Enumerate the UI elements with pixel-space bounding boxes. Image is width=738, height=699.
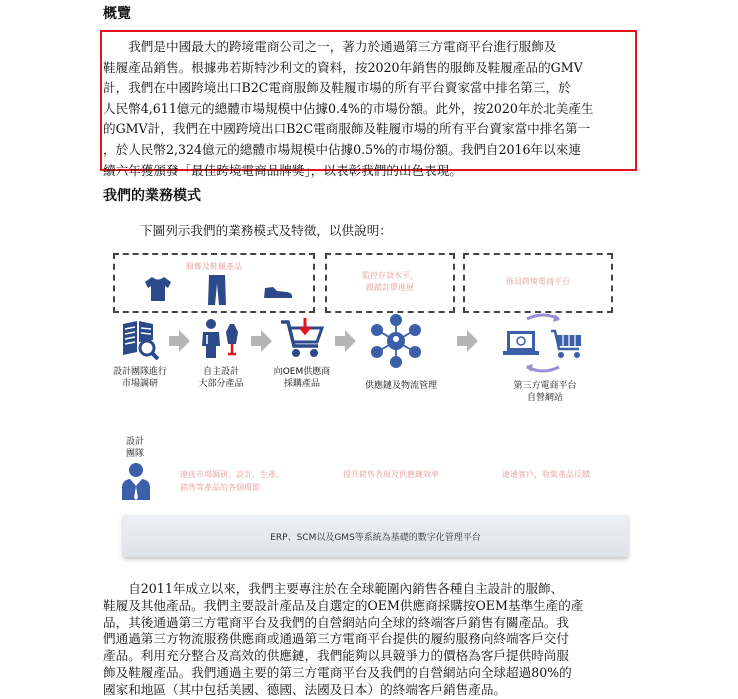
business-model-intro: 下圖列示我們的業務模式及特徵，以供說明：	[140, 223, 392, 238]
step-caption-line: 自主設計	[202, 367, 239, 377]
design-team-label-line: 團隊	[125, 449, 144, 459]
step-caption-market-research	[102, 366, 178, 390]
arrow-right-icon	[249, 329, 273, 353]
feature-caption-line: 連接市場調研、設計、生產、	[180, 470, 284, 479]
step-caption-line: 大部分產品	[198, 379, 244, 389]
step-caption-design	[186, 366, 256, 390]
bottom-line: 鞋履及其他產品。我們主要設計產品及自選定的OEM供應商採購按OEM基準生產的產	[103, 597, 584, 613]
shoe-icon	[263, 285, 293, 299]
supply-chain-network-icon	[367, 313, 425, 369]
bottom-line: 飾及鞋履產品。我們通過主要的第三方電商平台及我們的自營網站向全球超過80%的	[103, 664, 572, 680]
digital-platform-bar: ERP、SCM以及GMS等系統為基礎的數字化管理平台	[123, 515, 628, 557]
step-caption-procurement	[262, 366, 342, 390]
overview-line: 我們是中國最大的跨境電商公司之一，著力於通過第三方電商平台進行服飾及	[103, 39, 557, 54]
procurement-cart-icon	[280, 318, 324, 360]
overview-line: 的GMV計，我們在中國跨境出口B2C電商服飾及鞋履市場的所有平台賣家當中排名第一	[103, 121, 591, 137]
overview-paragraph	[103, 37, 634, 181]
bottom-line: 國家和地區（其中包括美國、德國、法國及日本）的終端客戶銷售產品。	[103, 681, 506, 697]
step-caption-line: 自營網站	[526, 393, 563, 403]
platform-layout-caption: 佈局跨境電商平台	[506, 277, 570, 286]
inventory-caption-line: 跟蹤訂單進展	[366, 283, 414, 292]
market-research-icon	[121, 320, 159, 360]
bottom-line: 品，其後通過第三方電商平台及我們的自營網站向全球的終端客戶銷售有關產品。我	[103, 614, 569, 630]
arrow-right-icon	[455, 329, 479, 353]
step-caption-line: 採購產品	[283, 379, 320, 389]
step-caption-line: 第三方電商平台	[513, 381, 577, 391]
bottom-line: 自2011年成立以來，我們主要專注於在全球範圍內銷售各種自主設計的服飾、	[103, 581, 564, 596]
bottom-line: 產品。利用充分整合及高效的供應鏈，我們能夠以具競爭力的價格為客戶提供時尚服	[103, 648, 569, 664]
design-team-person-icon	[121, 462, 151, 502]
arrow-right-icon	[333, 329, 357, 353]
overview-line: 鞋履產品銷售。根據弗若斯特沙利文的資料，按2020年銷售的服飾及鞋履產品的GMV	[103, 59, 583, 75]
overview-heading: 概覽	[103, 6, 131, 22]
ecommerce-platform-icon	[497, 313, 589, 373]
feature-caption-line: 銷售等產品的各個環節	[180, 483, 260, 492]
feature-caption	[180, 468, 330, 494]
products-caption: 服飾及鞋履產品	[186, 262, 242, 271]
step-caption-supply-chain: 供應鏈及物流管理	[364, 381, 437, 391]
overview-line: 續六年獲頒發「最佳跨境電商品牌獎」，以表彰我們的出色表現。	[103, 162, 462, 178]
tshirt-icon	[143, 276, 173, 302]
step-caption-line: 市場調研	[121, 379, 158, 389]
trousers-icon	[207, 274, 227, 306]
design-team-label	[117, 436, 153, 460]
step-caption-line: 設計團隊進行	[112, 367, 167, 377]
step-caption-platform	[500, 380, 590, 404]
feature-caption: 提升銷售表現及供應鏈效率	[343, 470, 439, 479]
bottom-paragraph	[103, 581, 634, 699]
inventory-caption	[325, 270, 455, 294]
business-model-heading: 我們的業務模式	[103, 188, 201, 204]
bottom-line: 們通過第三方物流服務供應商或通過第三方電商平台提供的履約服務向終端客戶交付	[103, 631, 569, 647]
overview-line: 計，我們在中國跨境出口B2C電商服飾及鞋履市場的所有平台賣家當中排名第三，於	[103, 80, 571, 96]
inventory-caption-line: 監控存貨水平，	[362, 271, 418, 280]
design-icon	[198, 318, 242, 360]
overview-line: 人民幣4,611億元的總體市場規模中佔據0.4%的市場份額。此外，按2020年於北美產生	[103, 100, 594, 116]
feature-caption: 連通客戶，收集產品反饋	[502, 470, 590, 479]
step-caption-line: 向OEM供應商	[273, 367, 331, 377]
overview-line: ，於人民幣2,324億元的總體市場規模中佔據0.5%的市場份額。我們自2016年以來連	[103, 141, 581, 157]
arrow-right-icon	[167, 329, 191, 353]
design-team-label-line: 設計	[125, 437, 144, 447]
